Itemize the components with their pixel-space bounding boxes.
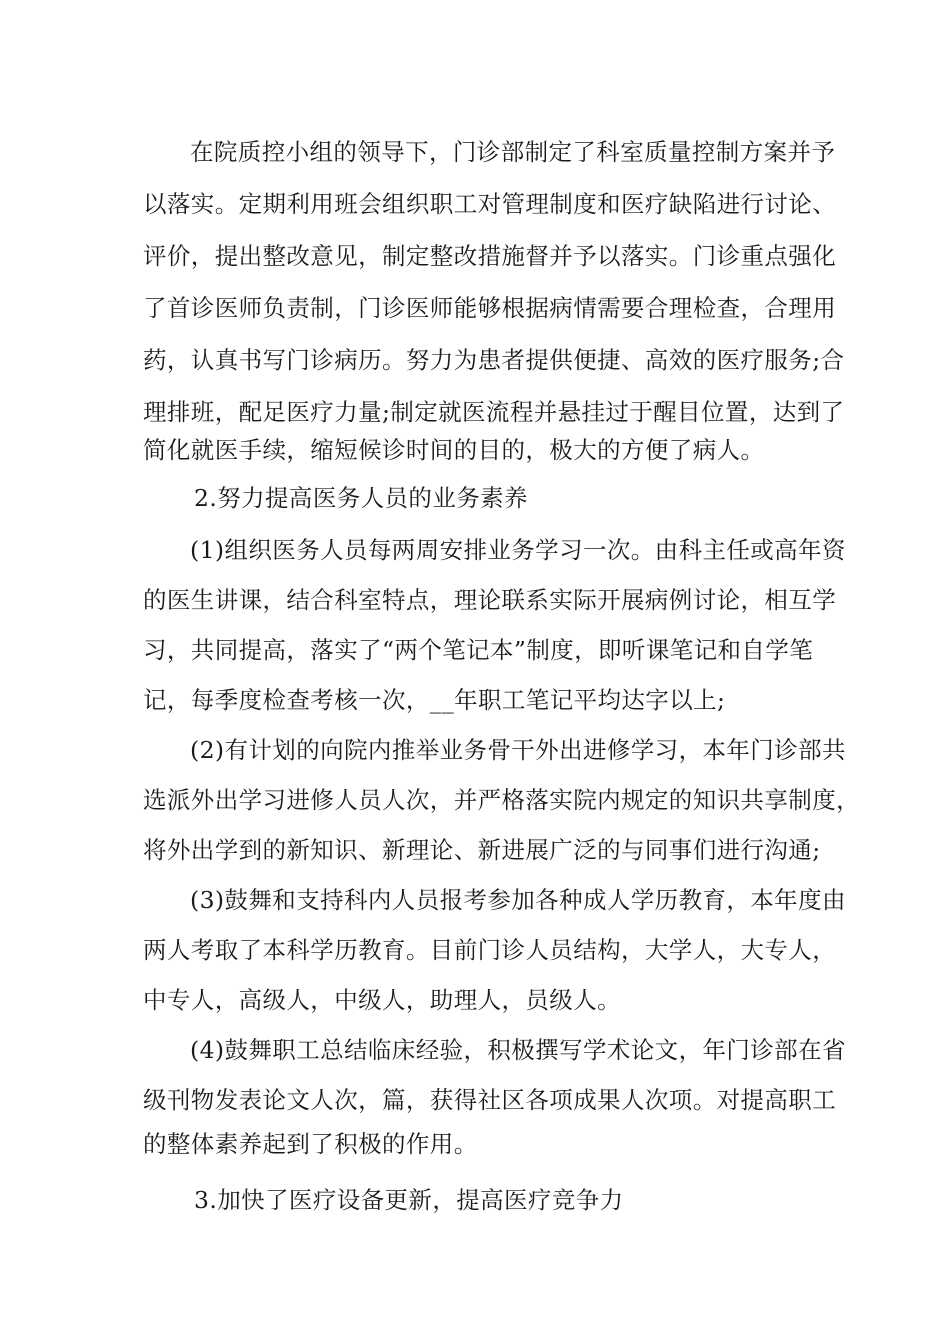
paragraph-1-line-1: 在院质控小组的领导下，门诊部制定了科室质量控制方案并予 <box>190 138 836 166</box>
paragraph-1-line-7: 简化就医手续，缩短候诊时间的目的，极大的方便了病人。 <box>143 436 765 464</box>
paragraph-3-line-2: 选派外出学习进修人员人次，并严格落实院内规定的知识共享制度， <box>143 786 860 814</box>
section-heading-2: 2.努力提高医务人员的业务素养 <box>194 484 528 512</box>
paragraph-5-line-2: 级刊物发表论文人次，篇，获得社区各项成果人次项。对提高职工 <box>143 1086 837 1114</box>
paragraph-1-line-6: 理排班，配足医疗力量;制定就医流程并悬挂过于醒目位置，达到了 <box>143 398 845 426</box>
paragraph-1-line-2: 以落实。定期利用班会组织职工对管理制度和医疗缺陷进行讨论、 <box>143 190 837 218</box>
paragraph-1-line-5: 药，认真书写门诊病历。努力为患者提供便捷、高效的医疗服务;合 <box>143 346 845 374</box>
paragraph-2-line-3: 习，共同提高，落实了“两个笔记本”制度，即听课笔记和自学笔 <box>143 636 814 664</box>
paragraph-4-line-2: 两人考取了本科学历教育。目前门诊人员结构，大学人，大专人， <box>143 936 837 964</box>
paragraph-2-line-2: 的医生讲课，结合科室特点，理论联系实际开展病例讨论，相互学 <box>143 586 837 614</box>
section-heading-3: 3.加快了医疗设备更新，提高医疗竞争力 <box>194 1186 624 1214</box>
paragraph-1-line-3: 评价，提出整改意见，制定整改措施督并予以落实。门诊重点强化 <box>143 242 837 270</box>
paragraph-4-line-3: 中专人，高级人，中级人，助理人，员级人。 <box>143 986 621 1014</box>
paragraph-3-line-3: 将外出学到的新知识、新理论、新进展广泛的与同事们进行沟通; <box>143 836 821 864</box>
paragraph-5-line-1: (4)鼓舞职工总结临床经验，积极撰写学术论文，年门诊部在省 <box>190 1036 846 1064</box>
paragraph-3-line-1: (2)有计划的向院内推举业务骨干外出进修学习，本年门诊部共 <box>190 736 846 764</box>
paragraph-5-line-3: 的整体素养起到了积极的作用。 <box>143 1130 478 1158</box>
paragraph-1-line-4: 了首诊医师负责制，门诊医师能够根据病情需要合理检查，合理用 <box>143 294 837 322</box>
paragraph-2-line-1: (1)组织医务人员每两周安排业务学习一次。由科主任或高年资 <box>190 536 846 564</box>
paragraph-2-line-4: 记，每季度检查考核一次，__年职工笔记平均达字以上; <box>143 686 726 714</box>
paragraph-4-line-1: (3)鼓舞和支持科内人员报考参加各种成人学历教育，本年度由 <box>190 886 846 914</box>
